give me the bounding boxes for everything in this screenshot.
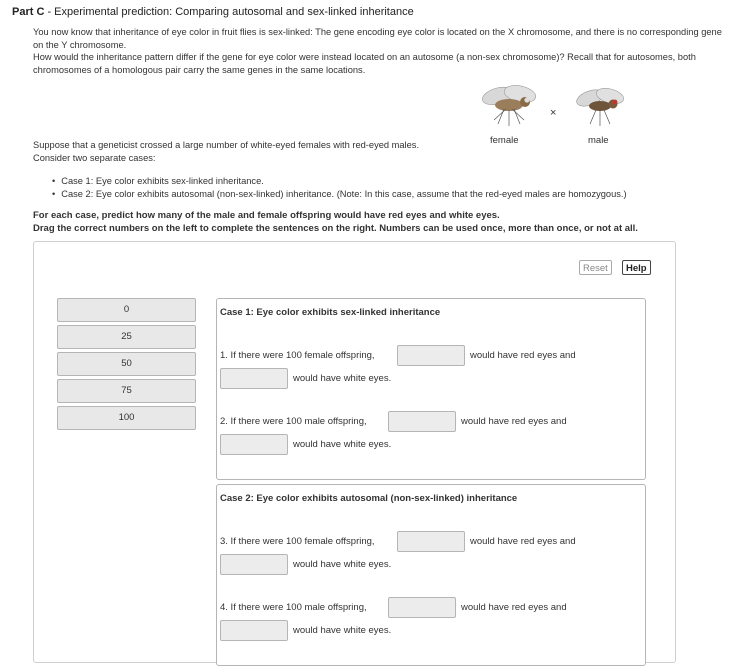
number-tile-25[interactable]: 25 bbox=[57, 325, 196, 349]
instructions-line-1: For each case, predict how many of the male and female offspring would have red eyes and white eyes. bbox=[33, 210, 500, 221]
sentence-1-middle: would have red eyes and bbox=[470, 350, 576, 361]
drop-target-3a[interactable] bbox=[397, 531, 465, 552]
female-label: female bbox=[490, 135, 519, 146]
number-tile-0[interactable]: 0 bbox=[57, 298, 196, 322]
sentence-2-prefix: 2. If there were 100 male offspring, bbox=[220, 416, 367, 427]
drop-target-1a[interactable] bbox=[397, 345, 465, 366]
sentence-1-prefix: 1. If there were 100 female offspring, bbox=[220, 350, 375, 361]
intro-text bbox=[33, 26, 728, 76]
cross-symbol: × bbox=[550, 107, 557, 119]
sentence-2-suffix: would have white eyes. bbox=[293, 439, 392, 450]
sentence-4-prefix: 4. If there were 100 male offspring, bbox=[220, 602, 367, 613]
suppose-text bbox=[33, 139, 419, 164]
drop-target-3b[interactable] bbox=[220, 554, 288, 575]
number-tile-75[interactable]: 75 bbox=[57, 379, 196, 403]
part-label: Part C bbox=[12, 6, 45, 18]
number-tile-100[interactable]: 100 bbox=[57, 406, 196, 430]
drop-target-2a[interactable] bbox=[388, 411, 456, 432]
number-tile-50[interactable]: 50 bbox=[57, 352, 196, 376]
sentence-3-suffix: would have white eyes. bbox=[293, 559, 392, 570]
sentence-1-suffix: would have white eyes. bbox=[293, 373, 392, 384]
instructions-line-2: Drag the correct numbers on the left to complete the sentences on the right. Numbers can be used once, more than once, or not at all. bbox=[33, 223, 638, 234]
reset-button[interactable]: Reset bbox=[579, 260, 612, 275]
instructions bbox=[33, 209, 638, 235]
drop-target-4b[interactable] bbox=[220, 620, 288, 641]
sentence-4-suffix: would have white eyes. bbox=[293, 625, 392, 636]
suppose-line-2: Consider two separate cases: bbox=[33, 152, 156, 163]
suppose-line-1: Suppose that a geneticist crossed a large number of white-eyed females with red-eyed males. bbox=[33, 140, 420, 150]
case-1-title: Case 1: Eye color exhibits sex-linked inheritance bbox=[220, 307, 441, 318]
list-item: • Case 1: Eye color exhibits sex-linked inheritance. bbox=[52, 175, 627, 188]
part-heading: - Experimental prediction: Comparing autosomal and sex-linked inheritance bbox=[44, 6, 414, 18]
female-fly-image bbox=[476, 80, 546, 132]
sentence-2-middle: would have red eyes and bbox=[461, 416, 567, 427]
male-label: male bbox=[588, 135, 609, 146]
male-fly-image bbox=[570, 84, 630, 132]
intro-line-1: You now know that inheritance of eye color in fruit flies is sex-linked: The gene encoding eye color is located on the X chromosome, and there is no corresponding gene on the Y chromosome. bbox=[33, 27, 722, 50]
help-button[interactable]: Help bbox=[622, 260, 651, 275]
drop-target-1b[interactable] bbox=[220, 368, 288, 389]
drop-target-2b[interactable] bbox=[220, 434, 288, 455]
drop-target-4a[interactable] bbox=[388, 597, 456, 618]
sentence-3-prefix: 3. If there were 100 female offspring, bbox=[220, 536, 375, 547]
cases-list bbox=[52, 175, 627, 200]
list-item: • Case 2: Eye color exhibits autosomal (non-sex-linked) inheritance. (Note: In this case, assume that the red-eyed males are homozygous.) bbox=[52, 188, 627, 201]
case-2-title: Case 2: Eye color exhibits autosomal (non-sex-linked) inheritance bbox=[220, 493, 518, 504]
sentence-3-middle: would have red eyes and bbox=[470, 536, 576, 547]
sentence-4-middle: would have red eyes and bbox=[461, 602, 567, 613]
intro-line-2: How would the inheritance pattern differ if the gene for eye color were instead located on an autosome (a non-sex chromosome)? Recall that for autosomes, both chromosomes of a homologous pair carry the same genes in the same locations. bbox=[33, 52, 696, 75]
part-title bbox=[12, 6, 414, 18]
